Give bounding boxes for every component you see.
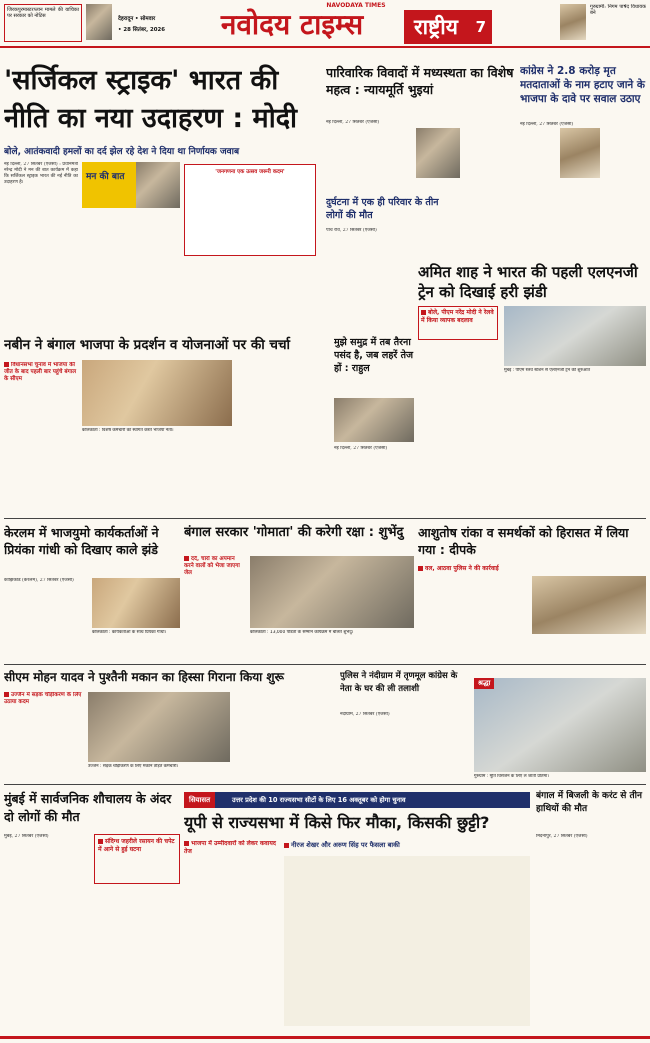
suvendu-photo [250,556,414,628]
family-headline: पारिवारिक विवादों में मध्यस्थता का विशेष महत्व : न्यायमूर्ति भुइयां [326,65,514,97]
lead-headline-1: 'सर्जिकल स्ट्राइक' भारत की [4,65,279,96]
lead-body: नई दिल्ली, 27 सितंबर (एजेंसी) : प्रधानमंत्री नरेन्द्र मोदी ने मन की बात कार्यक्रम में कहा कि सर्जिकल स्ट्राइक भारत की नई नीति का उदाहरण है। [4,162,78,186]
lead-subhead: बोले, आतंकवादी हमलों का दर्द झेल रहे देश ने दिया था निर्णायक जवाब [4,147,240,156]
rajyasabha-kicker: उत्तर प्रदेश की 10 राज्यसभा सीटों के लिए 16 अक्तूबर को होगा चुनाव [232,796,406,804]
family-body-col2 [466,120,516,270]
right-teaser: गुरुग्रामी: निगम पार्षद विधायक बने [590,4,646,17]
edition-city: देहरादून • सोमवार [118,16,156,22]
electric-headline: बंगाल में बिजली के करंट से तीन हाथियों की मौत [536,791,642,814]
rajyasabha-kicker-bar [184,792,530,808]
gomata-tag: दर्द, चारों का अपमान करने वालों को भेजा जाएगा जेल [184,556,240,576]
ashutosh-photo [532,576,646,634]
kerala-body: कोझिकोड (केरलम), 27 सितंबर (एजेंसी) [4,578,74,583]
gomata-headline: बंगाल सरकार 'गोमाता' की करेगी रक्षा : शुभेंदु [184,525,404,540]
rahul-photo [334,398,414,442]
section-divider-2 [4,664,646,665]
puthani-photo [88,692,230,762]
shah-body-col2 [504,380,646,520]
idol-photo [474,678,646,772]
rahul-body: नई दिल्ली, 27 सितंबर (एजेंसी) [334,446,388,451]
lead-quote: 'जनगणना एक उत्सव जरूरी कदम' [215,169,285,175]
mumbai-body: मुंबई, 27 सितंबर (एजेंसी) [4,834,49,839]
justice-photo [416,128,460,178]
page-number: 7 [475,18,486,36]
nandigram-body: नंदीग्राम, 27 सितंबर (एजेंसी) [340,712,390,717]
right-teaser-photo [560,4,586,40]
rajyasabha-body [184,866,280,1026]
accident-body: पांच रवि, 27 सितंबर (एजेंसी) [326,228,377,233]
puthani-caption: उज्जैन : सड़क चौड़ीकरण के लिए मकान तोड़ते कर्मचारी। [88,764,179,769]
shah-headline: अमित शाह ने भारत की पहली एलएनजी ट्रेन को दिखाई हरी झंडी [418,263,638,301]
mann-ki-baat-box [82,162,136,208]
ashutosh-tag: वल, आठवा पुलिस ने की कार्रवाई [418,564,646,574]
tribute-label: श्रद्धा [474,678,494,689]
ashutosh-body [418,576,528,656]
lead-body-col2 [82,212,180,322]
masthead [0,0,650,48]
lead-headline-2: नीति का नया उदाहरण : मोदी [4,103,298,134]
electric-body: मिदनापुर, 27 सितंबर (एजेंसी) [536,834,588,839]
bengal-caption: कोलकाता : विशेष कर्मचारी का स्वागत करते भाजपा नेता। [82,428,174,433]
section-label [404,10,492,44]
rajyasabha-body-col2 [284,856,530,1026]
puthani-headline: सीएम मोहन यादव ने पुश्तैनी मकान का हिस्सा गिराना किया शुरू [4,670,284,684]
congress-headline: कांग्रेस ने 2.8 करोड़ मृत मतदाताओं के नाम हटाए जाने के भाजपा के दावे पर सवाल उठाए [520,65,645,105]
mumbai-body-col2 [94,888,180,1024]
section-name: राष्ट्रीय [414,15,458,39]
bengal-body-col2 [236,360,326,490]
idol-caption: गुरुग्राम : मूर्ति विसर्जन के लिए ले जाती प्रतिमा। [474,774,549,779]
rajyasabha-tag-1: भाजपा में उम्मीदवारों को लेकर कवायद तेज [184,840,276,855]
puthani-tag: उज्जैन में सड़क चौड़ीकरण के लिए उठाया कदम [4,692,82,705]
section-divider-1 [4,518,646,519]
brand-small: NAVODAYA TIMES [326,2,386,9]
lead-quote-box [184,164,316,256]
bengal-headline: नबीन ने बंगाल भाजपा के प्रदर्शन व योजनाओं पर की चर्चा [4,337,291,353]
mumbai-tag: संदिग्ध जहरीले रसायन की चपेट में आने से हुई घटना [94,834,180,884]
rajyasabha-kicker-label: सियासत [184,792,215,808]
rajyasabha-tag-2: नीरज शेखर और अरुण सिंह पर फैसला बाकी [284,840,530,852]
bengal-body [4,398,78,488]
family-body: नई दिल्ली, 27 सितंबर (एजेंसी) [326,120,380,125]
gomata-caption: कोलकाता : 13,000 पंडितों के सम्मान कार्यक्रम में बोलते शुभेंदु। [250,630,354,635]
footer-rule [0,1036,650,1039]
teaser-photo [86,4,112,40]
bengal-photo [82,360,232,426]
section-divider-3 [4,784,646,785]
brand-logo: नवोदय टाइम्स [220,8,364,41]
bengal-tag: विधानसभा चुनाव में भाजपा की जीत के बाद पहली बार पहुंचे बंगाल के सीएम [4,362,76,382]
priyanka-photo [92,578,180,628]
rahul-headline: मुझे समुद्र में तब तैरना पसंद है, जब लहरें तेज हों : राहुल [334,337,414,374]
congress-body: नई दिल्ली, 27 सितंबर (एजेंसी) [520,122,574,127]
mumbai-headline: मुंबई में सार्वजनिक शौचालय के अंदर दो लोगों की मौत [4,791,172,824]
puthani-body [4,726,84,766]
ashutosh-headline: आशुतोष रांका व समर्थकों को हिरासत में लिया गया : दीपके [418,525,629,557]
modi-photo [136,162,180,208]
shah-tag: बोले, पीएम नरेंद्र मोदी ने रेलवे में किया व्यापक बदलाव [418,306,498,340]
left-teaser: जिरकपुरमास्टरप्लान मामले की याचिका पर सरकार को नोटिस [4,4,82,42]
kerala-headline: केरलम में भाजयुमो कार्यकर्ताओं ने प्रियंका गांधी को दिखाए काले झंडे [4,525,159,557]
accident-headline: दुर्घटना में एक ही परिवार के तीन लोगों की मौत [326,197,439,221]
congress-photo [560,128,600,178]
rajyasabha-headline: यूपी से राज्यसभा में किसे फिर मौका, किसकी छुट्टी? [184,813,490,832]
mann-ki-baat-label: मन की बात [86,172,125,182]
shah-caption: मुंबई : पीएम रेलवे स्टेशन से एलएनजी ट्रेन की शुरुआत [504,368,590,373]
nandigram-headline: पुलिस ने नंदीग्राम में तृणमूल कांग्रेस के नेता के घर की ली तलाशी [340,671,458,694]
lng-train-photo [504,306,646,366]
edition-date: • 28 सितंबर, 2026 [118,27,166,33]
kerala-caption: कोलकाता : कार्यकर्ताओं के साथ प्रियंका गांधी। [92,630,167,635]
